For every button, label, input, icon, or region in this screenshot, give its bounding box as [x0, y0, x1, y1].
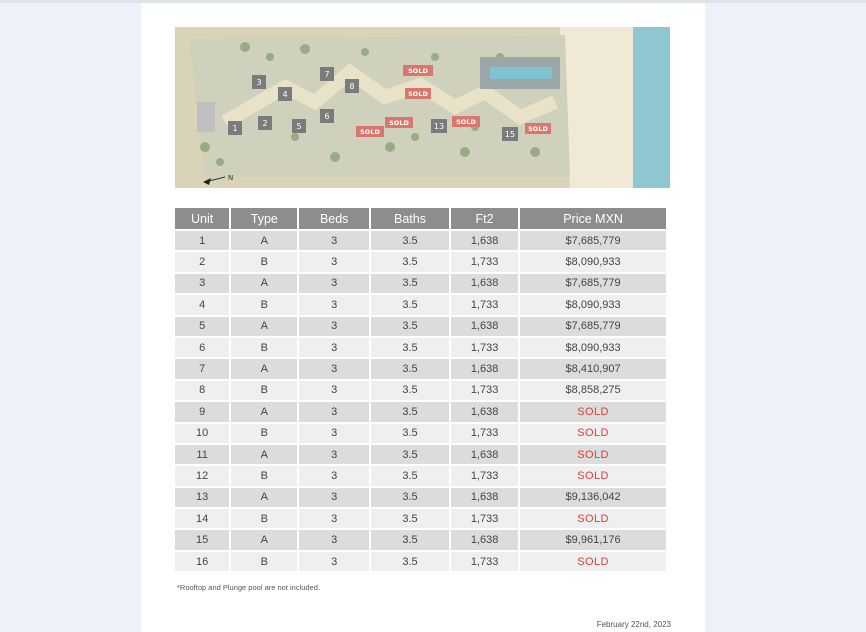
- col-ft2: Ft2: [451, 208, 518, 231]
- ft2-cell: 1,638: [451, 530, 518, 551]
- svg-text:1: 1: [232, 124, 238, 133]
- table-row: [175, 295, 666, 316]
- type-cell: A: [231, 317, 297, 338]
- ft2-cell: 1,638: [451, 488, 518, 509]
- type-cell: B: [231, 338, 297, 359]
- beds-cell: 3: [299, 381, 369, 402]
- svg-text:2: 2: [262, 119, 268, 128]
- beds-cell: 3: [299, 424, 369, 445]
- beds-cell: 3: [299, 509, 369, 530]
- price-cell: $8,090,933: [520, 252, 666, 273]
- table-row: [175, 317, 666, 338]
- baths-cell: 3.5: [371, 295, 449, 316]
- baths-cell: 3.5: [371, 231, 449, 252]
- unit-cell: 4: [175, 295, 229, 316]
- ft2-cell: 1,733: [451, 509, 518, 530]
- beds-cell: 3: [299, 445, 369, 466]
- sea-area: [630, 27, 670, 188]
- footnote: *Rooftop and Plunge pool are not included.: [177, 583, 321, 592]
- baths-cell: 3.5: [371, 488, 449, 509]
- price-cell: $9,961,176: [520, 530, 666, 551]
- baths-cell: 3.5: [371, 552, 449, 573]
- beds-cell: 3: [299, 552, 369, 573]
- svg-text:4: 4: [282, 90, 288, 99]
- ft2-cell: 1,733: [451, 295, 518, 316]
- type-cell: A: [231, 402, 297, 423]
- beds-cell: 3: [299, 466, 369, 487]
- table-row: [175, 509, 666, 530]
- baths-cell: 3.5: [371, 445, 449, 466]
- ft2-cell: 1,733: [451, 552, 518, 573]
- unit-cell: 1: [175, 231, 229, 252]
- price-cell: SOLD: [520, 552, 666, 573]
- table-row: [175, 274, 666, 295]
- col-unit: Unit: [175, 208, 229, 231]
- svg-text:13: 13: [433, 122, 445, 131]
- type-cell: B: [231, 252, 297, 273]
- baths-cell: 3.5: [371, 466, 449, 487]
- price-cell: SOLD: [520, 424, 666, 445]
- type-cell: B: [231, 295, 297, 316]
- type-cell: A: [231, 530, 297, 551]
- table-row: [175, 381, 666, 402]
- beds-cell: 3: [299, 317, 369, 338]
- beds-cell: 3: [299, 359, 369, 380]
- ft2-cell: 1,733: [451, 338, 518, 359]
- table-row: [175, 488, 666, 509]
- ft2-cell: 1,733: [451, 424, 518, 445]
- ft2-cell: 1,638: [451, 317, 518, 338]
- table-row: [175, 231, 666, 252]
- price-cell: $8,090,933: [520, 295, 666, 316]
- table-row: [175, 338, 666, 359]
- price-cell: $8,410,907: [520, 359, 666, 380]
- unit-cell: 9: [175, 402, 229, 423]
- unit-cell: 16: [175, 552, 229, 573]
- type-cell: B: [231, 509, 297, 530]
- svg-text:SOLD: SOLD: [528, 125, 548, 133]
- price-cell: $9,136,042: [520, 488, 666, 509]
- svg-text:5: 5: [296, 122, 302, 131]
- beds-cell: 3: [299, 295, 369, 316]
- svg-text:SOLD: SOLD: [360, 128, 380, 136]
- col-beds: Beds: [299, 208, 369, 231]
- unit-cell: 10: [175, 424, 229, 445]
- type-cell: A: [231, 359, 297, 380]
- ft2-cell: 1,733: [451, 381, 518, 402]
- ft2-cell: 1,638: [451, 231, 518, 252]
- beds-cell: 3: [299, 231, 369, 252]
- document-page: [141, 3, 705, 632]
- baths-cell: 3.5: [371, 402, 449, 423]
- baths-cell: 3.5: [371, 509, 449, 530]
- document-date: February 22nd, 2023: [596, 620, 671, 629]
- svg-text:SOLD: SOLD: [389, 119, 409, 127]
- svg-text:7: 7: [324, 70, 330, 79]
- unit-cell: 2: [175, 252, 229, 273]
- unit-cell: 8: [175, 381, 229, 402]
- beds-cell: 3: [299, 488, 369, 509]
- table-row: [175, 466, 666, 487]
- price-cell: $7,685,779: [520, 231, 666, 252]
- table-row: [175, 359, 666, 380]
- price-cell: $7,685,779: [520, 317, 666, 338]
- ft2-cell: 1,733: [451, 252, 518, 273]
- table-row: [175, 552, 666, 573]
- beach-area: [560, 27, 633, 188]
- units-price-table: [173, 208, 668, 573]
- ft2-cell: 1,638: [451, 274, 518, 295]
- svg-text:15: 15: [504, 130, 516, 139]
- type-cell: A: [231, 231, 297, 252]
- svg-text:6: 6: [324, 112, 330, 121]
- unit-cell: 6: [175, 338, 229, 359]
- unit-cell: 14: [175, 509, 229, 530]
- type-cell: B: [231, 381, 297, 402]
- type-cell: B: [231, 424, 297, 445]
- baths-cell: 3.5: [371, 530, 449, 551]
- ft2-cell: 1,638: [451, 402, 518, 423]
- table-header-row: [175, 208, 666, 231]
- price-cell: $7,685,779: [520, 274, 666, 295]
- price-cell: SOLD: [520, 445, 666, 466]
- col-baths: Baths: [371, 208, 449, 231]
- price-cell: SOLD: [520, 466, 666, 487]
- type-cell: A: [231, 274, 297, 295]
- svg-text:SOLD: SOLD: [408, 90, 428, 98]
- table-row: [175, 424, 666, 445]
- table-row: [175, 445, 666, 466]
- beds-cell: 3: [299, 530, 369, 551]
- baths-cell: 3.5: [371, 274, 449, 295]
- beds-cell: 3: [299, 402, 369, 423]
- type-cell: B: [231, 466, 297, 487]
- ft2-cell: 1,638: [451, 445, 518, 466]
- site-plan-map: [175, 27, 670, 188]
- unit-cell: 7: [175, 359, 229, 380]
- svg-text:N: N: [228, 174, 234, 182]
- ft2-cell: 1,733: [451, 466, 518, 487]
- beds-cell: 3: [299, 252, 369, 273]
- baths-cell: 3.5: [371, 424, 449, 445]
- table-row: [175, 530, 666, 551]
- table-row: [175, 402, 666, 423]
- price-cell: SOLD: [520, 402, 666, 423]
- price-cell: SOLD: [520, 509, 666, 530]
- unit-cell: 13: [175, 488, 229, 509]
- type-cell: A: [231, 488, 297, 509]
- baths-cell: 3.5: [371, 252, 449, 273]
- unit-cell: 5: [175, 317, 229, 338]
- svg-text:3: 3: [256, 78, 262, 87]
- unit-cell: 12: [175, 466, 229, 487]
- price-cell: $8,090,933: [520, 338, 666, 359]
- club-pool: [490, 67, 552, 79]
- svg-text:SOLD: SOLD: [456, 118, 476, 126]
- svg-text:SOLD: SOLD: [408, 67, 428, 75]
- price-cell: $8,858,275: [520, 381, 666, 402]
- table-row: [175, 252, 666, 273]
- svg-text:8: 8: [349, 82, 355, 91]
- unit-cell: 3: [175, 274, 229, 295]
- ft2-cell: 1,638: [451, 359, 518, 380]
- col-price: Price MXN: [520, 208, 666, 231]
- unit-cell: 15: [175, 530, 229, 551]
- beds-cell: 3: [299, 338, 369, 359]
- baths-cell: 3.5: [371, 359, 449, 380]
- unit-cell: 11: [175, 445, 229, 466]
- type-cell: B: [231, 552, 297, 573]
- baths-cell: 3.5: [371, 338, 449, 359]
- baths-cell: 3.5: [371, 381, 449, 402]
- baths-cell: 3.5: [371, 317, 449, 338]
- col-type: Type: [231, 208, 297, 231]
- type-cell: A: [231, 445, 297, 466]
- beds-cell: 3: [299, 274, 369, 295]
